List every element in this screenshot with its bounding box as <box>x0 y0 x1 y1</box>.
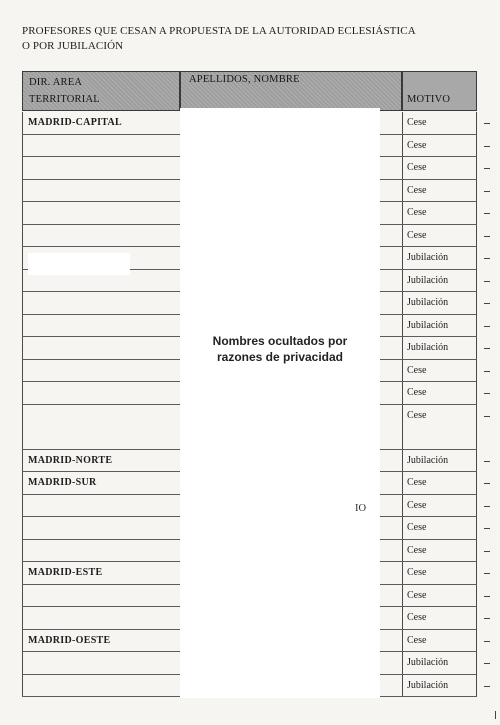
margin-tick <box>484 573 490 574</box>
margin-tick <box>484 551 490 552</box>
area-cell <box>22 517 180 539</box>
reason-cell: Cese <box>402 472 477 494</box>
margin-tick <box>484 596 490 597</box>
margin-tick <box>484 348 490 349</box>
area-cell <box>22 495 180 517</box>
reason-cell: Cese <box>402 382 477 404</box>
reason-cell: Cese <box>402 607 477 629</box>
area-cell <box>22 405 180 449</box>
area-cell <box>22 202 180 224</box>
margin-tick <box>484 213 490 214</box>
area-cell <box>22 157 180 179</box>
reason-cell: Jubilación <box>402 247 477 269</box>
margin-tick <box>484 641 490 642</box>
margin-tick <box>484 663 490 664</box>
area-cell <box>22 360 180 382</box>
header-area-line-1: DIR. AREA <box>29 77 83 88</box>
stray-name-fragment: IO <box>355 503 367 514</box>
reason-cell: Cese <box>402 202 477 224</box>
area-cell: MADRID-ESTE <box>22 562 180 584</box>
area-cell <box>22 585 180 607</box>
margin-tick <box>484 303 490 304</box>
area-cell <box>22 382 180 404</box>
reason-cell: Jubilación <box>402 675 477 697</box>
margin-tick <box>484 146 490 147</box>
margin-tick <box>484 506 490 507</box>
margin-tick <box>484 528 490 529</box>
reason-cell: Cese <box>402 630 477 652</box>
area-cell <box>22 540 180 562</box>
reason-cell: Cese <box>402 517 477 539</box>
margin-tick <box>484 416 490 417</box>
privacy-notice-line-2: razones de privacidad <box>216 350 344 364</box>
area-cell <box>22 292 180 314</box>
area-cell <box>22 135 180 157</box>
header-name: APELLIDOS, NOMBRE <box>180 71 402 111</box>
margin-tick <box>484 371 490 372</box>
margin-tick <box>484 618 490 619</box>
header-area-line-2: TERRITORIAL <box>29 94 100 105</box>
reason-cell: Jubilación <box>402 315 477 337</box>
margin-tick <box>484 326 490 327</box>
reason-cell: Cese <box>402 225 477 247</box>
reason-cell: Cese <box>402 112 477 134</box>
margin-tick <box>484 686 490 687</box>
header-area <box>22 71 180 111</box>
margin-tick <box>484 236 490 237</box>
title-line-1: PROFESORES QUE CESAN A PROPUESTA DE LA AUTORIDAD ECLESIÁSTICA <box>22 25 416 37</box>
margin-tick <box>484 258 490 259</box>
area-cell <box>22 315 180 337</box>
area-cell <box>22 607 180 629</box>
area-cell: MADRID-SUR <box>22 472 180 494</box>
privacy-notice-line-1: Nombres ocultados por <box>212 334 348 348</box>
area-cell: MADRID-CAPITAL <box>22 112 180 134</box>
reason-cell: Cese <box>402 562 477 584</box>
header-reason: MOTIVO <box>402 71 477 111</box>
reason-cell: Cese <box>402 540 477 562</box>
margin-tick <box>484 393 490 394</box>
margin-tick <box>484 461 490 462</box>
reason-cell: Jubilación <box>402 652 477 674</box>
area-cell: MADRID-NORTE <box>22 450 180 472</box>
reason-cell: Cese <box>402 157 477 179</box>
reason-cell: Jubilación <box>402 450 477 472</box>
reason-cell: Cese <box>402 495 477 517</box>
area-cell: MADRID-OESTE <box>22 630 180 652</box>
area-cell <box>22 225 180 247</box>
area-cell <box>22 675 180 697</box>
area-cell <box>22 180 180 202</box>
margin-tick <box>484 168 490 169</box>
redaction-patch <box>28 253 130 275</box>
area-cell <box>22 337 180 359</box>
title-line-2: O POR JUBILACIÓN <box>22 40 124 52</box>
privacy-mask <box>180 108 380 698</box>
reason-cell: Cese <box>402 405 477 449</box>
margin-tick <box>484 483 490 484</box>
margin-tick <box>484 123 490 124</box>
margin-tick <box>484 281 490 282</box>
reason-cell: Cese <box>402 135 477 157</box>
reason-cell: Jubilación <box>402 337 477 359</box>
page-mark <box>495 711 496 719</box>
reason-cell: Jubilación <box>402 292 477 314</box>
reason-cell: Cese <box>402 180 477 202</box>
reason-cell: Jubilación <box>402 270 477 292</box>
area-cell <box>22 652 180 674</box>
margin-tick <box>484 191 490 192</box>
reason-cell: Cese <box>402 360 477 382</box>
privacy-notice <box>180 333 380 365</box>
reason-cell: Cese <box>402 585 477 607</box>
document-title <box>22 24 492 54</box>
